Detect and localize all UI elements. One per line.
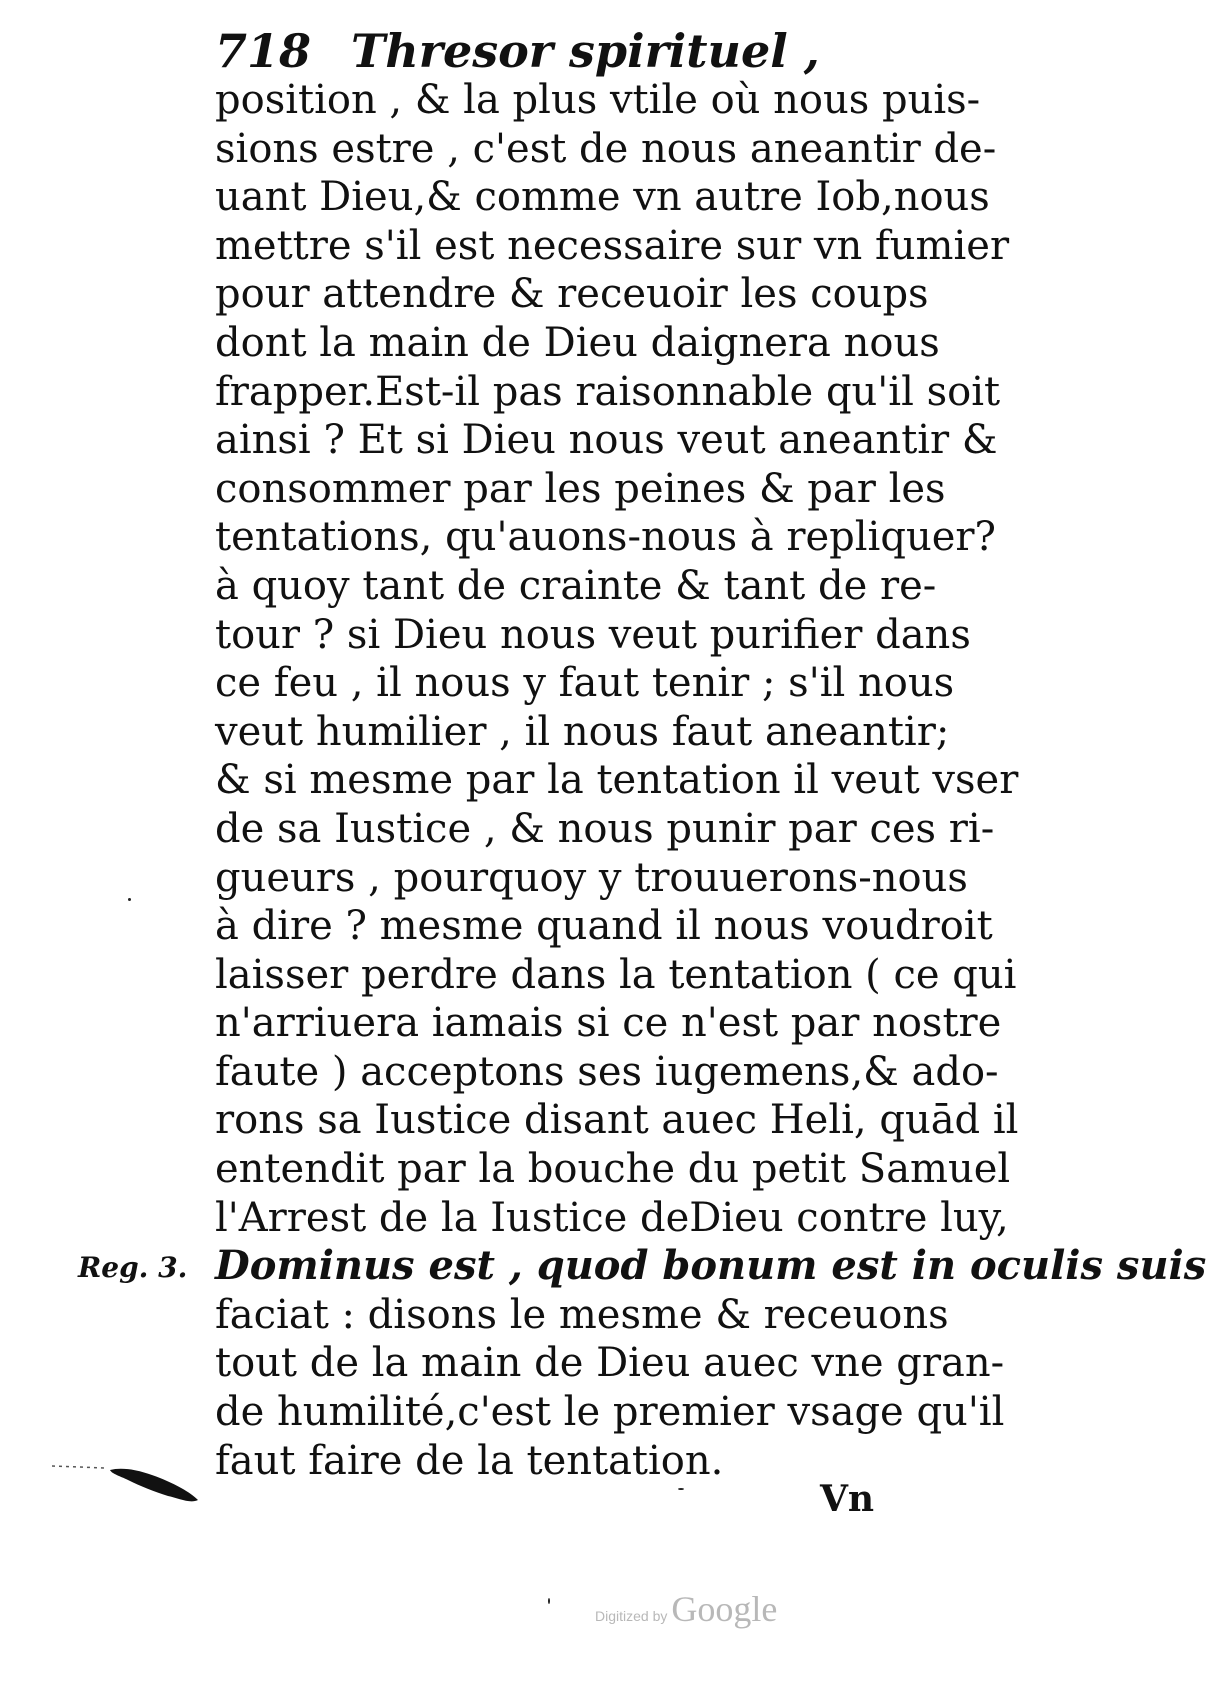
text-line: à dire ? mesme quand il nous voudroit bbox=[215, 903, 993, 950]
ink-speck bbox=[548, 1598, 550, 1604]
text-line: consommer par les peines & par les bbox=[215, 465, 946, 512]
text-line: n'arriuera iamais si ce n'est par nostre bbox=[215, 1000, 1002, 1047]
text-line: sions estre , c'est de nous aneantir de- bbox=[215, 125, 997, 172]
digitized-by-text: Digitized by bbox=[595, 1608, 668, 1624]
text-line: faute ) acceptons ses iugemens,& ado- bbox=[215, 1048, 999, 1095]
text-line: l'Arrest de la Iustice deDieu contre luy, bbox=[215, 1194, 1009, 1241]
text-line: gueurs , pourquoy y trouuerons-nous bbox=[215, 854, 968, 901]
text-line: veut humilier , il nous faut aneantir; bbox=[215, 708, 950, 755]
text-line: frapper.Est-il pas raisonnable qu'il soit bbox=[215, 368, 1001, 415]
text-line: ainsi ? Et si Dieu nous veut aneantir & bbox=[215, 417, 998, 464]
text-line: de humilité,c'est le premier vsage qu'il bbox=[215, 1389, 1005, 1436]
text-line: ce feu , il nous y faut tenir ; s'il nous bbox=[215, 660, 955, 707]
running-title: Thresor spirituel , bbox=[351, 24, 820, 78]
marginal-note: Reg. 3. bbox=[78, 1251, 188, 1284]
text-line: tour ? si Dieu nous veut purifier dans bbox=[215, 611, 971, 658]
text-line: rons sa Iustice disant auec Heli, quād il bbox=[215, 1097, 1019, 1144]
text-line: à quoy tant de crainte & tant de re- bbox=[215, 562, 937, 609]
text-line: dont la main de Dieu daignera nous bbox=[215, 319, 940, 366]
ink-speck bbox=[678, 1488, 684, 1490]
ink-blot bbox=[50, 1456, 230, 1516]
text-line: tentations, qu'auons-nous à repliquer? bbox=[215, 514, 996, 561]
text-line: de sa Iustice , & nous punir par ces ri- bbox=[215, 805, 995, 852]
body-text bbox=[215, 76, 1206, 1485]
catchword: Vn bbox=[820, 1478, 875, 1520]
text-line: uant Dieu,& comme vn autre Iob,nous bbox=[215, 174, 990, 221]
text-line: pour attendre & receuoir les coups bbox=[215, 271, 929, 318]
text-line: position , & la plus vtile où nous puis- bbox=[215, 77, 981, 123]
digitized-watermark bbox=[595, 1588, 777, 1630]
google-logo-text: Google bbox=[671, 1589, 778, 1629]
text-line: & si mesme par la tentation il veut vser bbox=[215, 757, 1019, 804]
text-line: mettre s'il est necessaire sur vn fumier bbox=[215, 222, 1010, 269]
latin-quote-line: Dominus est , quod bonum est in oculis suis bbox=[215, 1242, 1206, 1290]
ink-speck bbox=[128, 898, 131, 901]
text-line: faut faire de la tentation. bbox=[215, 1437, 724, 1484]
text-line: entendit par la bouche du petit Samuel bbox=[215, 1146, 1011, 1193]
text-line: tout de la main de Dieu auec vne gran- bbox=[215, 1340, 1005, 1387]
page-number: 718 bbox=[215, 24, 312, 78]
text-line: faciat : disons le mesme & receuons bbox=[215, 1291, 949, 1338]
text-line: laisser perdre dans la tentation ( ce qui bbox=[215, 951, 1017, 998]
